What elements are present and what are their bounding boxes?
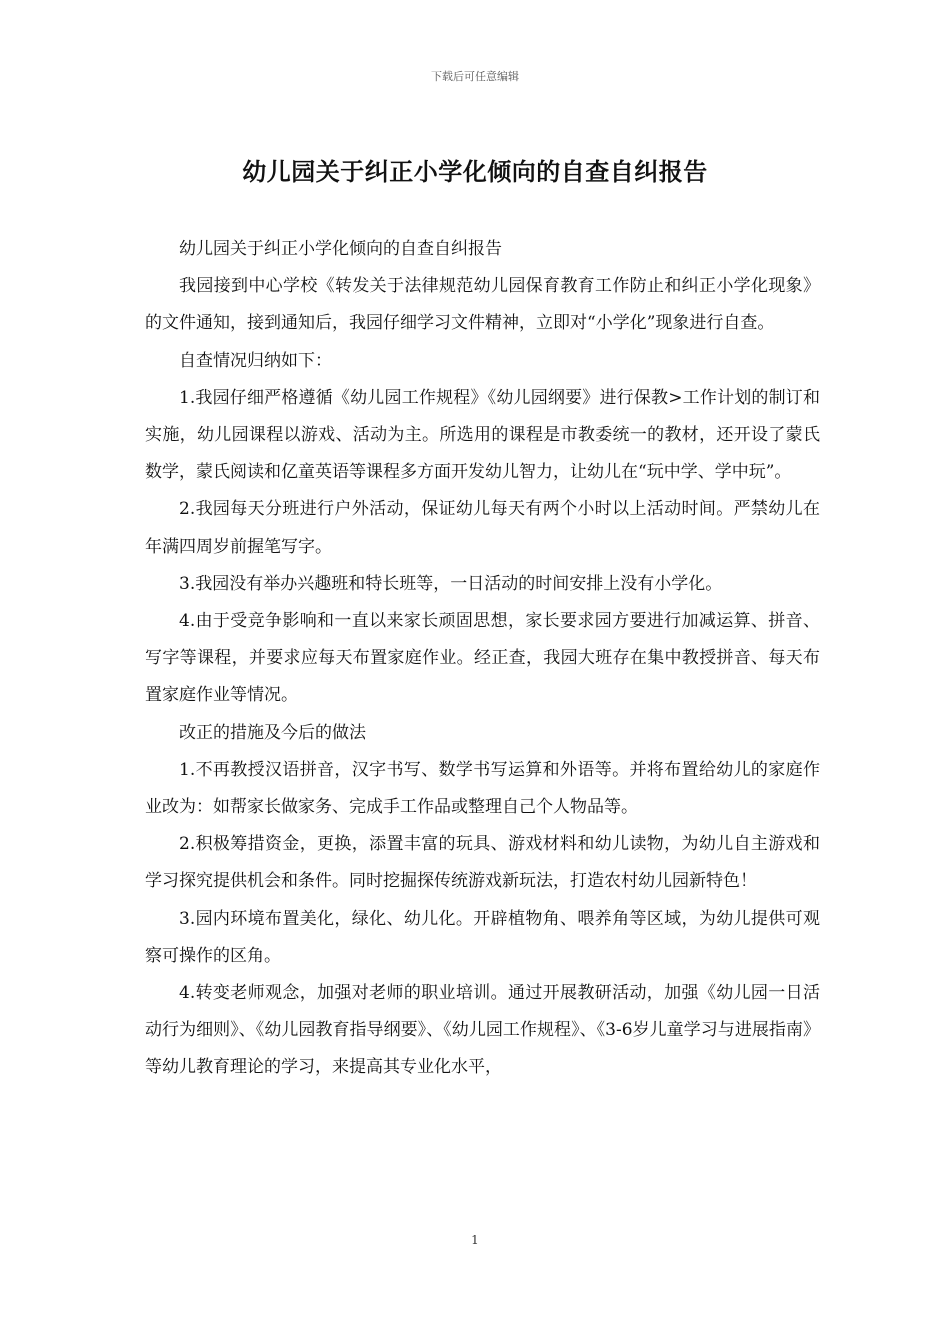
paragraph: 2.积极筹措资金，更换，添置丰富的玩具、游戏材料和幼儿读物，为幼儿自主游戏和学习探究提供机会和条件。同时挖掘探传统游戏新玩法，打造农村幼儿园新特色！ [145, 834, 820, 892]
paragraph: 2.我园每天分班进行户外活动，保证幼儿每天有两个小时以上活动时间。严禁幼儿在年满四周岁前握笔写字。 [145, 499, 820, 557]
paragraph: 我园接到中心学校《转发关于法律规范幼儿园保育教育工作防止和纠正小学化现象》的文件通知，接到通知后，我园仔细学习文件精神，立即对“小学化”现象进行自查。 [145, 276, 820, 334]
paragraph: 3.我园没有举办兴趣班和特长班等，一日活动的时间安排上没有小学化。 [179, 573, 723, 594]
document-body [145, 231, 820, 1087]
paragraph: 3.园内环境布置美化，绿化、幼儿化。开辟植物角、喂养角等区域，为幼儿提供可观察可操作的区角。 [145, 908, 820, 966]
header-note: 下载后可任意编辑 [431, 70, 519, 83]
paragraph: 4.转变老师观念，加强对老师的职业培训。通过开展教研活动，加强《幼儿园一日活动行为细则》、《幼儿园教育指导纲要》、《幼儿园工作规程》、《3-6岁儿童学习与进展指南》等幼儿教育理论的学习，来提高其专业化水平， [145, 983, 820, 1078]
document-title: 幼儿园关于纠正小学化倾向的自查自纠报告 [242, 158, 708, 186]
paragraph: 幼儿园关于纠正小学化倾向的自查自纠报告 [179, 239, 502, 259]
paragraph: 自查情况归纳如下： [179, 350, 332, 371]
paragraph: 1.不再教授汉语拼音，汉字书写、数学书写运算和外语等。并将布置给幼儿的家庭作业改为：如帮家长做家务、完成手工作品或整理自己个人物品等。 [145, 759, 820, 818]
page-number: 1 [471, 1233, 479, 1247]
paragraph: 4.由于受竞争影响和一直以来家长顽固思想，家长要求园方要进行加减运算、拼音、写字等课程，并要求应每天布置家庭作业。经正查，我园大班存在集中教授拼音、每天布置家庭作业等情况。 [145, 611, 820, 706]
paragraph: 1.我园仔细严格遵循《幼儿园工作规程》《幼儿园纲要》进行保教>工作计划的制订和实施，幼儿园课程以游戏、活动为主。所选用的课程是市教委统一的教材，还开设了蒙氏数学，蒙氏阅读和亿童英语等课程多方面开发幼儿智力，让幼儿在“玩中学、学中玩”。 [145, 387, 820, 483]
paragraph: 改正的措施及今后的做法 [179, 722, 366, 743]
